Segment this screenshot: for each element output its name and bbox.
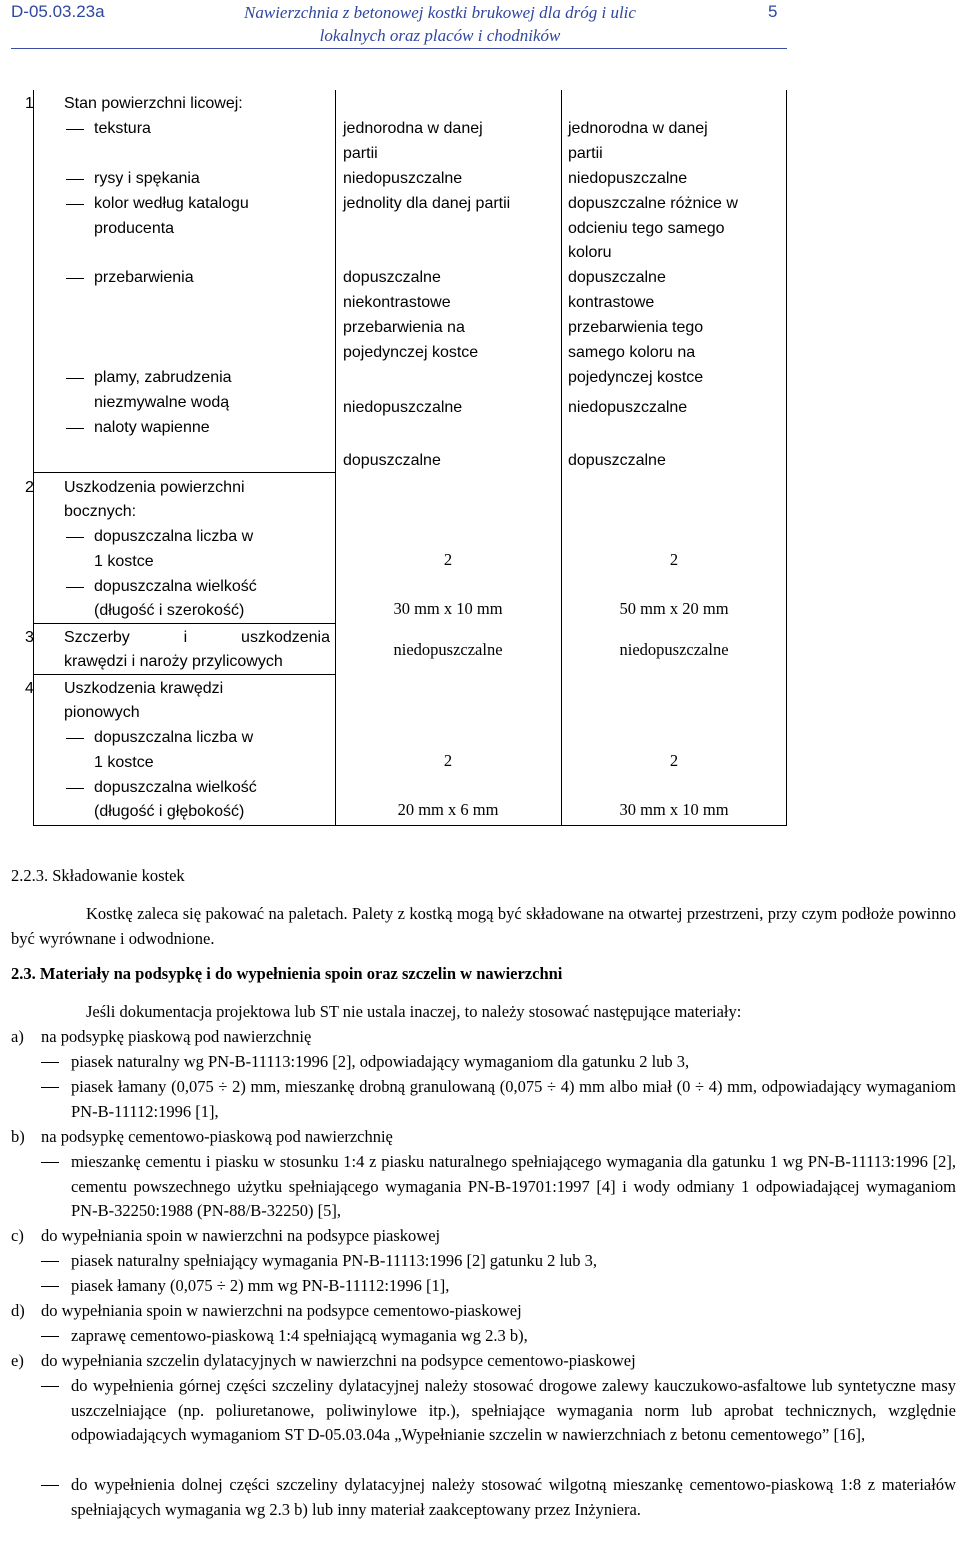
section-heading-storage: 2.2.3. Składowanie kostek	[11, 866, 185, 885]
row-number: 1	[25, 95, 34, 112]
page-number: 5	[768, 2, 778, 21]
criterion-discoloration: przebarwienia	[94, 266, 194, 291]
criterion-cracks: rysy i spękania	[94, 167, 200, 192]
requirements-table: 1 Stan powierzchni licowej: tekstura rysy i spękania kolor według katalogu producenta przebarwienia plamy, zabrudzenia niezmywalne wodą naloty wapienne jednorodna w danej partii niedopuszczalne jednolity dla danej partii dopuszczalne niekontrastowe przebarwienia na pojedynczej kostce niedopuszczalne dopuszczalne jednorodna w danej partii niedopuszczalne dopuszczalne różnice w odcieniu tego samego koloru dopuszczalne kontrastowe przebarwienia tego samego koloru na pojedynczej kostce niedopuszczalne dopuszczalne 2 Uszkodzenia powierzchni bocznych: dopuszczalna liczba w 1 kostce dopuszczalna wielkość (długość i szerokość) 2 30 mm x 10 mm 2 50 mm x 20 mm 3 Szczerby i uszkodzenia krawędzi i naroży przylicowych niedopuszczalne niedopuszczalne 4 Uszkodzenia krawędzi pionowych dopuszczalna liczba w 1 kostce dopuszczalna wielkość (długość i głębokość) 2 20 mm x 6 mm 2 30 mm x 10 mm	[33, 90, 787, 826]
list-item: zaprawę cementowo-piaskową 1:4 spełniającą wymagania wg 2.3 b),	[71, 1324, 956, 1349]
criterion-color: kolor według katalogu	[94, 192, 249, 217]
header-rule	[11, 48, 787, 49]
row-number: 4	[25, 680, 34, 697]
paragraph-storage: Kostkę zaleca się pakować na paletach. Palety z kostką mogą być składowane na otwartej przestrzeni, przy czym podłoże powinno być wyrównane i odwodnione.	[11, 904, 956, 948]
document-code: D-05.03.23a	[11, 2, 105, 21]
list-item: do wypełnienia górnej części szczeliny dylatacyjnej należy stosować drogowe zalewy kauczukowo-asfaltowe lub syntetyczne masy uszczelniające (np. poliuretanowe, poliwinylowe itp.), spełniające wymagania norm lub aprobat technicznych, względnie odpowiadających wymaganiom ST D-05.03.04a „Wypełnianie szczelin w nawierzchniach z betonu cementowego” [16],	[71, 1374, 956, 1448]
row-number: 2	[25, 479, 34, 496]
criterion-texture: tekstura	[94, 117, 151, 142]
list-item: piasek naturalny wg PN-B-11113:1996 [2], odpowiadający wymaganiom dla gatunku 2 lub 3,	[71, 1050, 956, 1075]
list-item: piasek łamany (0,075 ÷ 2) mm wg PN-B-11112:1996 [1],	[71, 1274, 956, 1299]
criterion-stains: plamy, zabrudzenia	[94, 366, 232, 391]
paragraph-intro: Jeśli dokumentacja projektowa lub ST nie ustala inaczej, to należy stosować następujące materiały:	[86, 1002, 742, 1021]
list-item: piasek naturalny spełniający wymagania PN-B-11113:1996 [2] gatunku 2 lub 3,	[71, 1249, 956, 1274]
list-item: mieszankę cementu i piasku w stosunku 1:4 z piasku naturalnego spełniającego wymagania dla gatunku 1 wg PN-B-11113:1996 [2], cementu powszechnego użytku spełniającego wymagania PN-B-19701:1997 [4] i wody odmiany 1 odpowiadającej wymaganiom PN-B-32250:1988 (PN-88/B-32250) [5],	[71, 1150, 956, 1224]
list-item: piasek łamany (0,075 ÷ 2) mm, mieszankę drobną granulowaną (0,075 ÷ 4) mm albo miał (0 ÷ 4) mm, odpowiadający wymaganiom PN-B-11112:1996 [1],	[71, 1075, 956, 1124]
list-item: do wypełnienia dolnej części szczeliny dylatacyjnej należy stosować wilgotną mieszankę cementowo-piaskową 1:8 z materiałów spełniających wymagania wg 2.3 b) lub inny materiał zaakceptowany przez Inżyniera.	[71, 1473, 956, 1522]
row-title: Stan powierzchni licowej:	[64, 95, 243, 112]
row-number: 3	[25, 629, 34, 646]
section-heading-materials: 2.3. Materiały na podsypkę i do wypełnienia spoin oraz szczelin w nawierzchni	[11, 964, 563, 983]
criterion-lime-deposits: naloty wapienne	[94, 416, 210, 441]
document-title: Nawierzchnia z betonowej kostki brukowej dla dróg i ulic lokalnych oraz placów i chodników	[244, 3, 636, 45]
